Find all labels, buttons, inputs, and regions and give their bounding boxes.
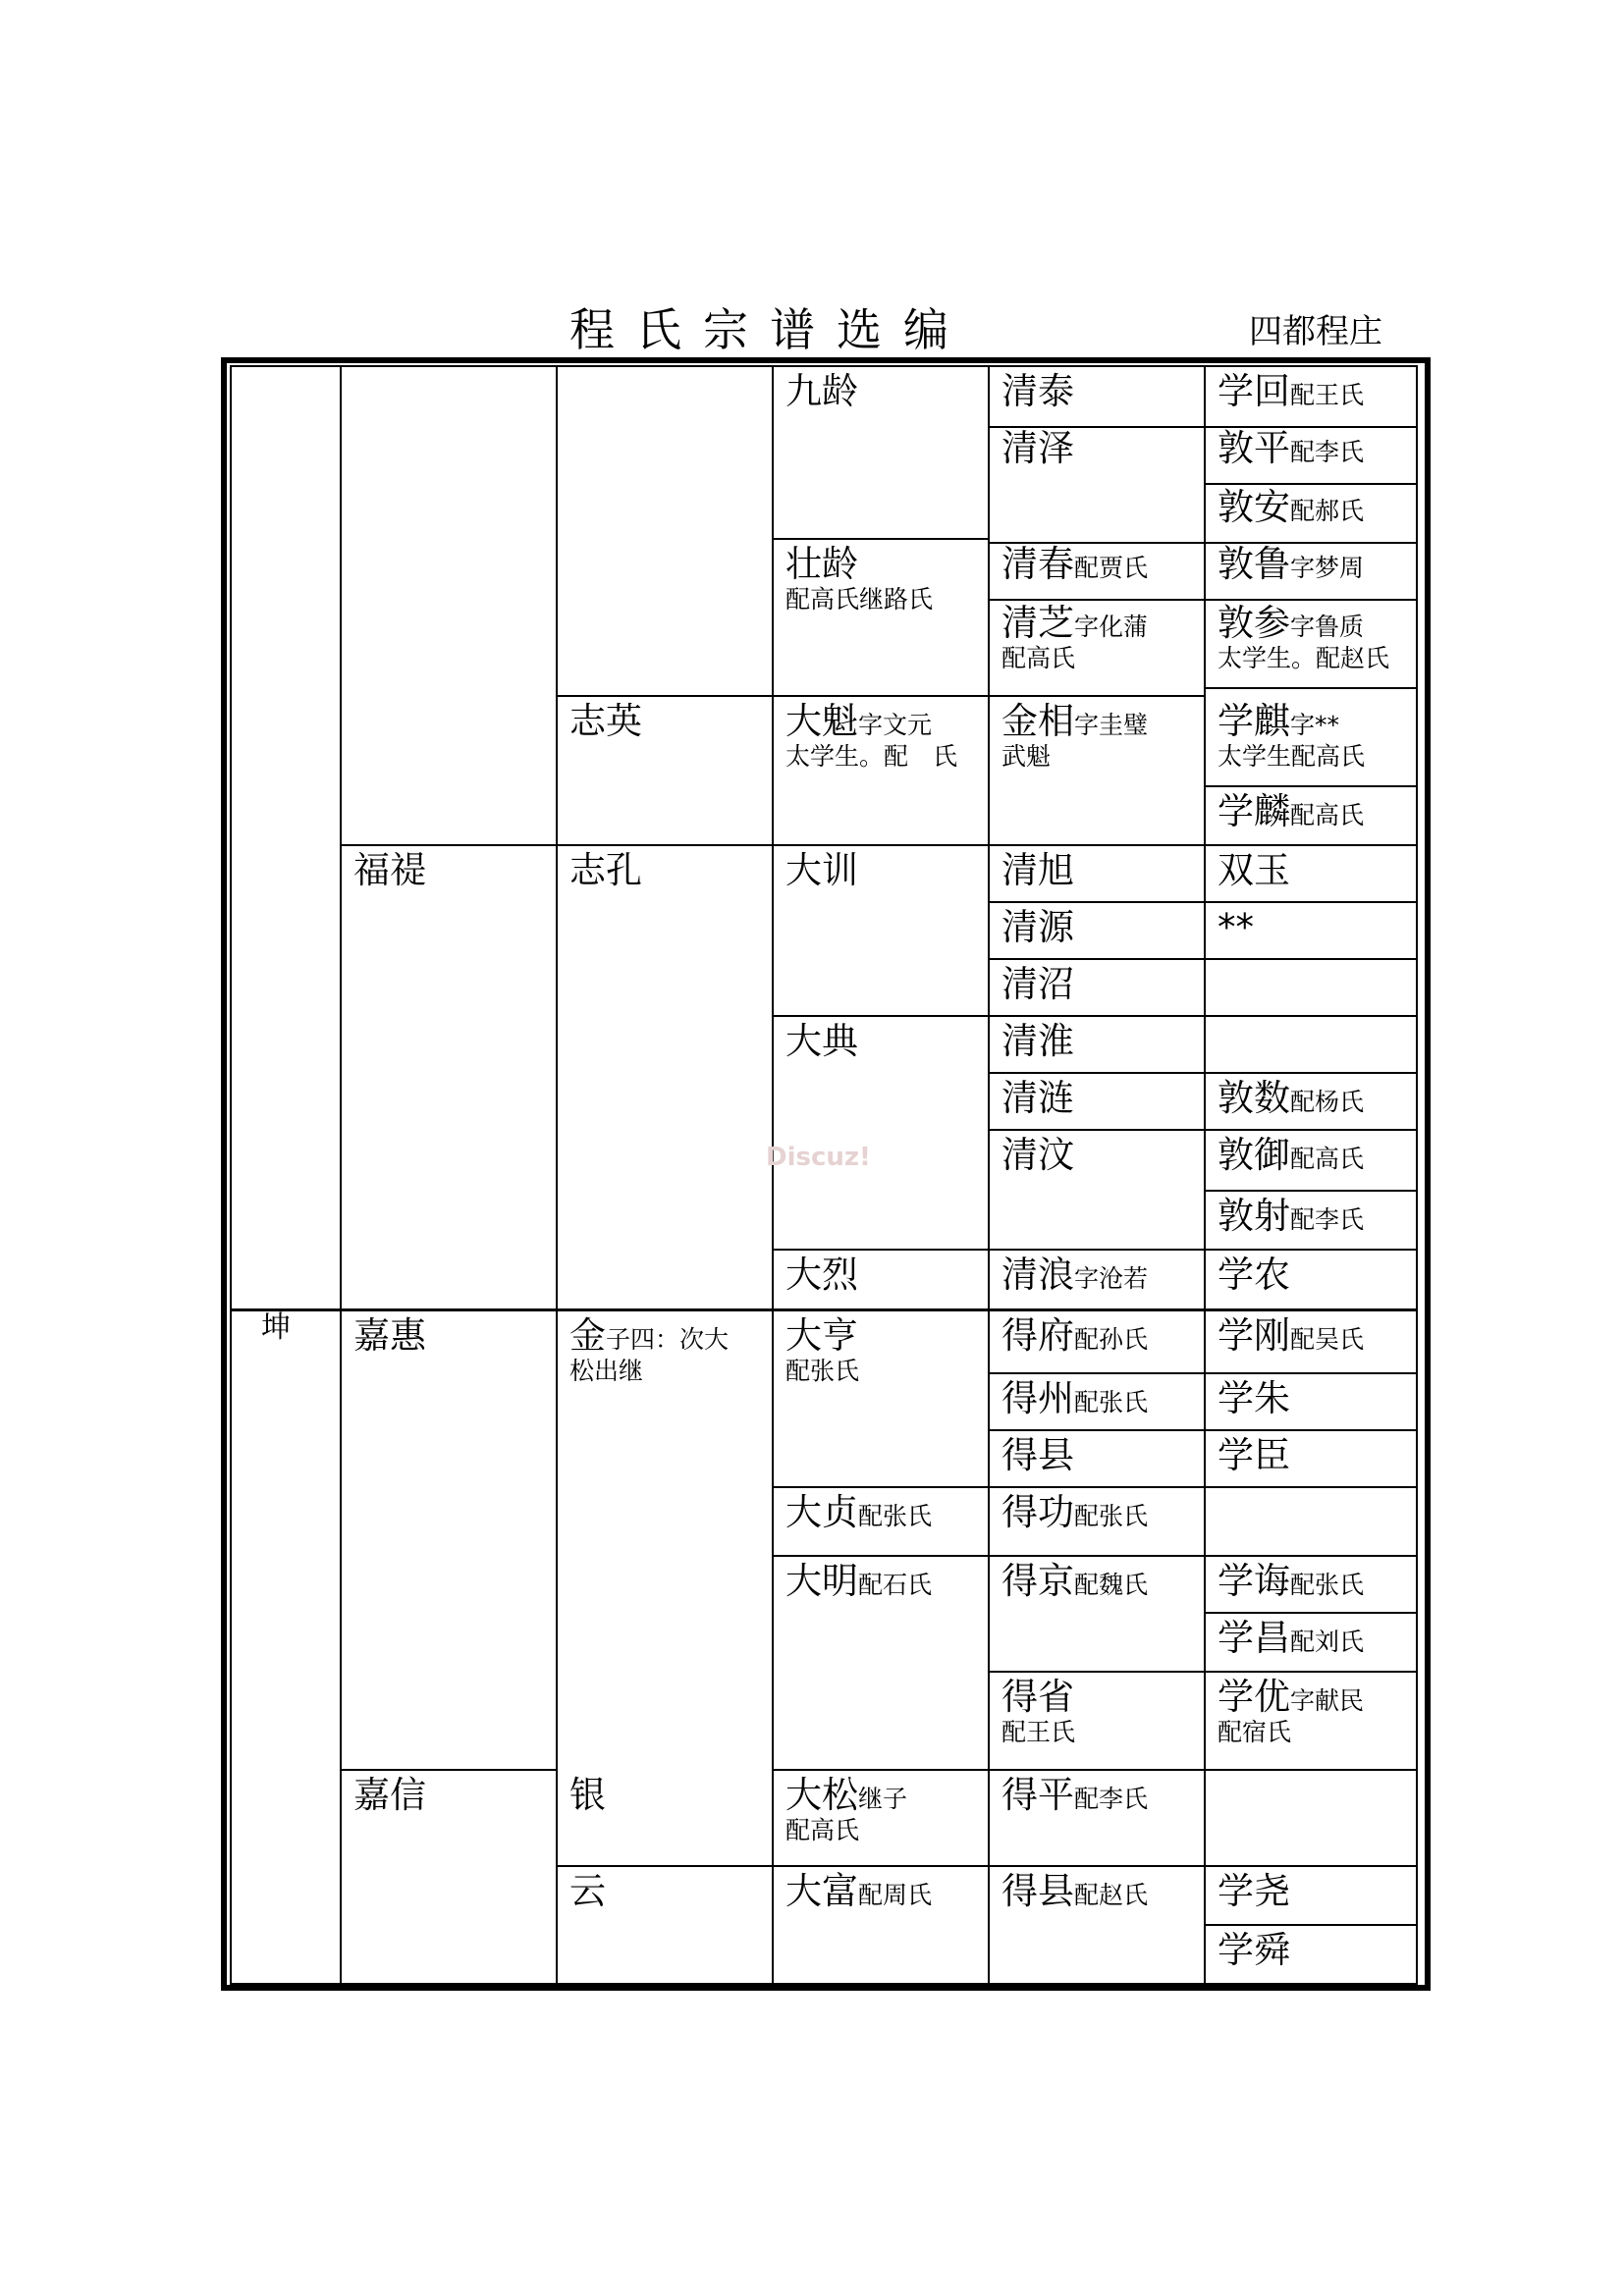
person-note-line2: 太学生。配赵氏	[1218, 644, 1390, 672]
person-name: 清春	[1001, 543, 1074, 585]
person-name: 银	[569, 1774, 606, 1816]
person-note: 字文元	[858, 711, 933, 739]
person-cell	[988, 1486, 1204, 1535]
table-horizontal-rule	[1204, 1486, 1416, 1488]
table-horizontal-rule	[1204, 958, 1416, 960]
person-cell	[988, 1555, 1204, 1604]
person-note: 配张氏	[858, 1502, 933, 1530]
person-note: 配王氏	[1290, 381, 1365, 409]
person-cell	[340, 1769, 556, 1818]
person-name: 敦数	[1218, 1077, 1290, 1119]
person-name: 学回	[1218, 370, 1290, 412]
person-name: 得县	[1001, 1434, 1074, 1476]
person-cell	[1204, 1612, 1416, 1661]
person-cell	[988, 695, 1204, 772]
person-cell	[988, 1865, 1204, 1914]
person-cell	[1204, 1429, 1416, 1478]
table-horizontal-rule	[1204, 687, 1416, 689]
person-cell	[988, 1072, 1204, 1121]
person-cell	[772, 1769, 988, 1845]
person-name: 大魁	[785, 700, 858, 742]
person-cell	[1204, 1190, 1416, 1239]
person-cell	[772, 1015, 988, 1064]
person-note: 配贾氏	[1074, 554, 1149, 582]
person-cell	[556, 1865, 772, 1914]
person-cell	[988, 1129, 1204, 1178]
person-note: 配张氏	[1074, 1388, 1149, 1416]
person-name: 学昌	[1218, 1617, 1290, 1659]
person-cell	[556, 844, 772, 893]
person-note: 配杨氏	[1290, 1088, 1365, 1116]
person-name: 壮龄	[785, 543, 858, 585]
person-name: 得京	[1001, 1560, 1074, 1602]
person-name: 学麟	[1218, 790, 1290, 832]
person-note: 字鲁质	[1290, 613, 1365, 641]
person-name: 清沼	[1001, 963, 1074, 1005]
person-cell	[232, 1309, 340, 1343]
person-note: 字化蒲	[1074, 613, 1149, 641]
person-cell	[772, 1249, 988, 1298]
person-cell	[340, 844, 556, 893]
person-name: 敦平	[1218, 427, 1290, 469]
person-cell	[988, 422, 1204, 471]
person-note-line2: 配高氏	[785, 1816, 860, 1844]
person-note: 字圭璧	[1074, 711, 1149, 739]
person-note: 继子	[858, 1785, 908, 1813]
watermark: Discuz!	[766, 1143, 871, 1172]
person-cell	[988, 1372, 1204, 1421]
person-name: 得府	[1001, 1314, 1074, 1357]
person-name: 志孔	[569, 849, 642, 891]
person-cell	[1204, 695, 1416, 772]
person-note-line2: 太学生。配 氏	[785, 742, 958, 771]
person-note: 配李氏	[1074, 1785, 1149, 1813]
person-cell	[1204, 844, 1416, 893]
person-cell	[556, 1769, 772, 1818]
person-cell	[988, 1769, 1204, 1818]
person-name: 清旭	[1001, 849, 1074, 891]
person-name: 学臣	[1218, 1434, 1290, 1476]
page-title: 程氏宗谱选编	[569, 303, 970, 356]
person-name: 得省	[1001, 1676, 1074, 1718]
person-name: 大松	[785, 1774, 858, 1816]
person-note-line2: 配宿氏	[1218, 1718, 1292, 1746]
person-name: 嘉惠	[353, 1314, 426, 1357]
person-note-line2: 配高氏继路氏	[785, 585, 934, 614]
person-note: 字沧若	[1074, 1264, 1149, 1293]
person-note: 配刘氏	[1290, 1628, 1365, 1656]
person-cell	[1204, 1072, 1416, 1121]
person-cell	[556, 1309, 772, 1386]
table-vertical-rule	[556, 367, 558, 1983]
person-name: 志英	[569, 700, 642, 742]
person-name: 金相	[1001, 700, 1074, 742]
person-note-line2: 配高氏	[1001, 644, 1076, 672]
person-name: 大亨	[785, 1314, 858, 1357]
person-cell	[1204, 901, 1416, 950]
person-cell	[1204, 1129, 1416, 1178]
person-cell	[772, 1309, 988, 1386]
person-name: 学优	[1218, 1676, 1290, 1718]
person-name: 大烈	[785, 1254, 858, 1296]
person-name: 清芝	[1001, 602, 1074, 644]
person-name: 学舜	[1218, 1929, 1290, 1971]
person-name: 大富	[785, 1870, 858, 1912]
person-cell	[1204, 1249, 1416, 1298]
person-name: 清淮	[1001, 1020, 1074, 1062]
table-vertical-rule	[230, 365, 232, 1985]
person-name: 嘉信	[353, 1774, 426, 1816]
person-note-line2: 配王氏	[1001, 1718, 1076, 1746]
person-note: 配郝氏	[1290, 497, 1365, 525]
person-cell	[988, 538, 1204, 587]
person-cell	[772, 1555, 988, 1604]
person-cell	[1204, 365, 1416, 414]
person-cell	[988, 365, 1204, 414]
table-horizontal-rule	[1204, 1769, 1416, 1771]
person-note: 字梦周	[1290, 554, 1365, 582]
person-name: 大贞	[785, 1491, 858, 1533]
person-name: 敦鲁	[1218, 543, 1290, 585]
person-note: 配吴氏	[1290, 1325, 1365, 1354]
person-name: 清源	[1001, 906, 1074, 948]
person-note: 配张氏	[1074, 1502, 1149, 1530]
person-name: **	[1218, 906, 1254, 948]
person-cell	[1204, 538, 1416, 587]
person-name: 学麒	[1218, 700, 1290, 742]
person-name: 九龄	[785, 370, 858, 412]
person-cell	[1204, 481, 1416, 530]
person-name: 清汶	[1001, 1134, 1074, 1176]
person-name: 学刚	[1218, 1314, 1290, 1357]
person-note: 配李氏	[1290, 438, 1365, 466]
person-note: 配魏氏	[1074, 1571, 1149, 1599]
person-note: 字**	[1290, 711, 1340, 739]
person-name: 得县	[1001, 1870, 1074, 1912]
person-note-line2: 松出继	[569, 1357, 644, 1385]
person-name: 学农	[1218, 1254, 1290, 1296]
person-note: 字献民	[1290, 1686, 1365, 1715]
person-cell	[772, 1865, 988, 1914]
person-name: 敦参	[1218, 602, 1290, 644]
person-name: 学朱	[1218, 1377, 1290, 1419]
person-name: 金	[569, 1314, 606, 1357]
person-name: 得平	[1001, 1774, 1074, 1816]
person-cell	[1204, 1555, 1416, 1604]
person-note: 配孙氏	[1074, 1325, 1149, 1354]
person-cell	[1204, 1924, 1416, 1973]
person-cell	[1204, 422, 1416, 471]
person-name: 得功	[1001, 1491, 1074, 1533]
person-name: 得州	[1001, 1377, 1074, 1419]
person-cell	[1204, 1372, 1416, 1421]
branch-label: 坤	[261, 1310, 291, 1345]
person-name: 学尧	[1218, 1870, 1290, 1912]
person-cell	[1204, 785, 1416, 834]
person-name: 清泽	[1001, 427, 1074, 469]
person-cell	[772, 695, 988, 772]
person-name: 清泰	[1001, 370, 1074, 412]
person-name: 大典	[785, 1020, 858, 1062]
person-note-line2: 武魁	[1001, 742, 1052, 771]
person-cell	[988, 844, 1204, 893]
person-note: 子四：次大	[606, 1325, 730, 1354]
person-name: 学诲	[1218, 1560, 1290, 1602]
person-note: 配高氏	[1290, 801, 1365, 829]
person-cell	[772, 538, 988, 614]
person-name: 云	[569, 1870, 606, 1912]
person-name: 敦安	[1218, 486, 1290, 528]
person-cell	[1204, 1671, 1416, 1747]
person-name: 敦御	[1218, 1134, 1290, 1176]
person-cell	[988, 1309, 1204, 1359]
person-cell	[988, 1249, 1204, 1298]
person-note: 配高氏	[1290, 1145, 1365, 1173]
person-cell	[1204, 1309, 1416, 1359]
person-note-line2: 配张氏	[785, 1357, 860, 1385]
table-vertical-rule	[340, 367, 342, 1983]
person-cell	[340, 1309, 556, 1359]
person-name: 双玉	[1218, 849, 1290, 891]
table-horizontal-rule	[230, 1983, 1418, 1985]
person-cell	[1204, 1865, 1416, 1914]
person-name: 大训	[785, 849, 858, 891]
page-subtitle: 四都程庄	[1249, 312, 1382, 351]
person-note-line2: 太学生配高氏	[1218, 742, 1366, 771]
person-cell	[988, 901, 1204, 950]
person-cell	[772, 844, 988, 893]
person-name: 清涟	[1001, 1077, 1074, 1119]
person-cell	[772, 1486, 988, 1535]
person-name: 清浪	[1001, 1254, 1074, 1296]
person-name: 敦射	[1218, 1195, 1290, 1237]
person-cell	[988, 958, 1204, 1007]
person-note: 配石氏	[858, 1571, 933, 1599]
person-cell	[556, 695, 772, 744]
person-note: 配李氏	[1290, 1205, 1365, 1234]
person-note: 配周氏	[858, 1881, 933, 1909]
person-cell	[988, 1671, 1204, 1747]
person-name: 福禔	[353, 849, 426, 891]
person-cell	[772, 365, 988, 414]
person-name: 大明	[785, 1560, 858, 1602]
person-note: 配赵氏	[1074, 1881, 1149, 1909]
person-cell	[988, 597, 1204, 673]
person-cell	[1204, 597, 1416, 673]
table-horizontal-rule	[1204, 1015, 1416, 1017]
person-cell	[988, 1015, 1204, 1064]
table-vertical-rule	[1416, 365, 1418, 1985]
person-note: 配张氏	[1290, 1571, 1365, 1599]
person-cell	[988, 1429, 1204, 1478]
